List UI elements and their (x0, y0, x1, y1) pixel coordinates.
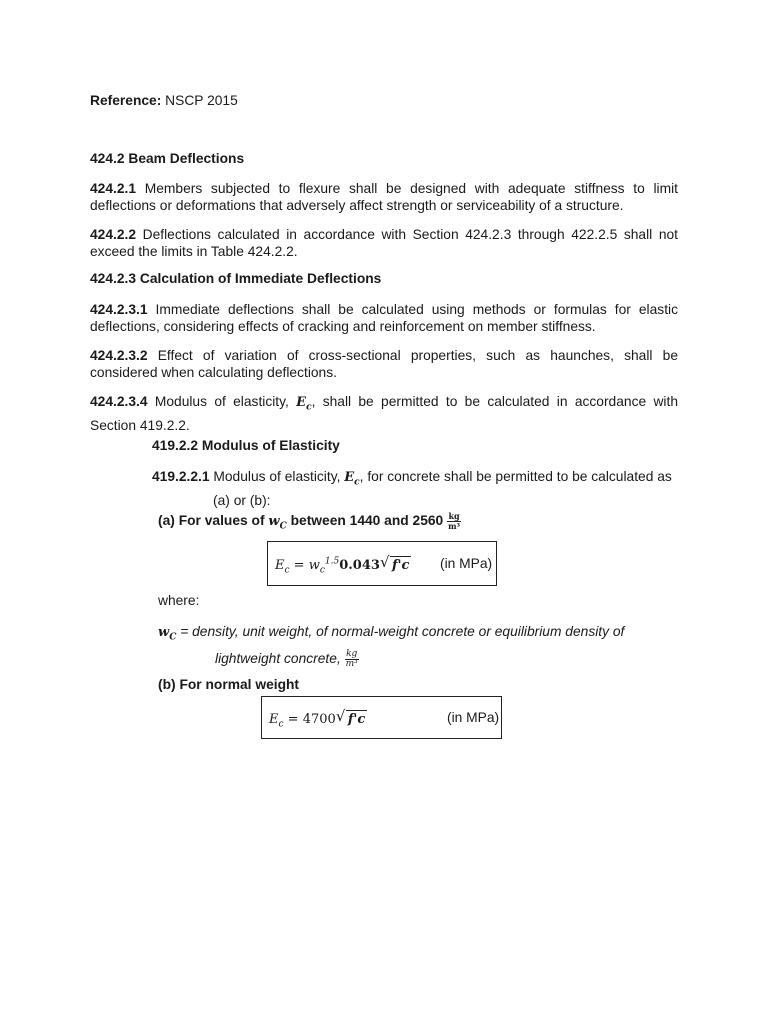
eq-coef: 4700 (302, 712, 336, 727)
where-label: where: (158, 593, 200, 608)
sqrt-symbol: √ f'c (379, 553, 410, 573)
paragraph-424-2-3-4 (90, 393, 678, 434)
section-title-424-2-3: 424.2.3 Calculation of Immediate Deflections (90, 271, 382, 286)
clause-number: 424.2.3.2 (90, 348, 148, 363)
section-title-424-2: 424.2 Beam Deflections (90, 151, 245, 166)
unit-fraction: $\frac{kg}{\text{m³}}$ (448, 511, 461, 531)
eq-w: $w_c^{1.5}$ (308, 556, 340, 576)
clause-text: Deflections calculated in accordance with Section 424.2.3 through 422.2.5 shall not exceed the limits in Table 424.2.2. (90, 227, 678, 259)
unit-fraction: $\frac{kg}{\text{m³}}$ (345, 648, 358, 669)
equation-box-b (261, 696, 502, 739)
definition-line-2: lightweight concrete, $\frac{kg}{\text{m³}}$ (215, 648, 358, 669)
clause-text: Modulus of elasticity, (209, 469, 345, 484)
clause-number: 419.2.2.1 (152, 469, 210, 484)
paragraph-424-2-3-2 (90, 347, 678, 381)
density-definition (158, 623, 678, 669)
sqrt-symbol: √ f'c (335, 707, 366, 727)
modulus-symbol: $E_c$ (296, 395, 312, 413)
clause-text: Immediate deflections shall be calculated using methods or formulas for elastic deflections, considering effects of cracking and reinforcement on member stiffness. (90, 302, 678, 334)
paragraph-424-2-1 (90, 180, 678, 214)
eq-lhs: $E_c$ (275, 558, 290, 576)
eq-lhs: $E_c$ (269, 712, 284, 730)
paragraph-419-2-2-1 (152, 468, 682, 509)
equation-a-unit: (in MPa) (440, 556, 493, 571)
density-symbol: $w_C$ (158, 625, 177, 643)
definition-line-1: $w_C$ = density, unit weight, of normal-weight concrete or equilibrium density of (158, 624, 625, 643)
equation-a: $E_c = w_c^{1.5}0.043$ √ f'c (275, 553, 410, 576)
paragraph-424-2-3-1 (90, 301, 678, 335)
modulus-symbol: $E_c$ (344, 470, 360, 488)
reference-label: Reference: (90, 93, 162, 108)
paragraph-424-2-2 (90, 226, 678, 260)
section-title-419-2-2: 419.2.2 Modulus of Elasticity (152, 438, 340, 453)
equation-box-a (267, 541, 497, 586)
equation-b: $E_c = 4700$ √ f'c (269, 707, 366, 730)
case-a-heading: (a) For values of $w_C$ between 1440 and 2560 $\frac{kg}{\text{m³}}$ (158, 511, 461, 532)
clause-number: 424.2.2 (90, 227, 137, 242)
reference-value: NSCP 2015 (161, 93, 238, 108)
density-symbol: $w_C$ (268, 514, 287, 532)
clause-text: Effect of variation of cross-sectional properties, such as haunches, shall be considered when calculating deflections. (90, 348, 678, 380)
eq-coef: 0.043 (339, 558, 380, 573)
reference-line (90, 93, 238, 108)
clause-number: 424.2.3.4 (90, 394, 148, 409)
clause-text-cont: , for concrete shall be permitted to be calculated as (359, 469, 672, 484)
clause-text: Modulus of elasticity, (147, 394, 297, 409)
clause-number: 424.2.3.1 (90, 302, 148, 317)
clause-text: Members subjected to flexure shall be designed with adequate stiffness to limit deflections or deformations that adversely affect strength or serviceability of a structure. (90, 181, 678, 213)
equation-b-unit: (in MPa) (447, 710, 500, 725)
paragraph-line-1 (152, 468, 682, 492)
case-b-heading: (b) For normal weight (158, 677, 300, 692)
clause-number: 424.2.1 (90, 181, 137, 196)
paragraph-line-2: (a) or (b): (213, 492, 271, 508)
clause-text-cont: , shall be permitted to be calculated in accordance with Section 419.2.2. (90, 394, 678, 433)
